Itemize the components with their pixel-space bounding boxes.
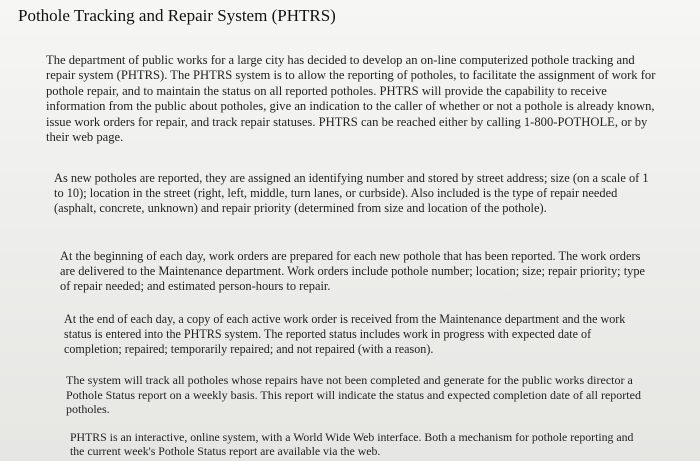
document-title: Pothole Tracking and Repair System (PHTRS) <box>18 6 336 25</box>
paragraph-work-status: At the end of each day, a copy of each active work order is received from the Maintenance department and the work status is entered into the PHTRS system. The reported status includes work in progress with expected date of completion; repaired; temporarily repaired; and not repaired (with a reason). <box>64 312 626 356</box>
paragraph-status-report: The system will track all potholes whose repairs have not been completed and generate for the public works director a Pothole Status report on a weekly basis. This report will indicate the status and expected completion date of all reported potholes. <box>66 373 641 417</box>
paragraph-web-interface: PHTRS is an interactive, online system, with a World Wide Web interface. Both a mechanism for pothole reporting and the current week's Pothole Status report are available via the web. <box>70 430 634 459</box>
paragraph-work-orders: At the beginning of each day, work orders are prepared for each new pothole that has been reported. The work orders are delivered to the Maintenance department. Work orders include pothole number; location; size; repair priority; type of repair needed; and estimated person-hours to repair. <box>60 249 646 294</box>
paragraph-pothole-attributes: As new potholes are reported, they are assigned an identifying number and stored by street address; size (on a scale of 1 to 10); location in the street (right, left, middle, turn lanes, or curbside). Also included is the type of repair needed (asphalt, concrete, unknown) and repair priority (determined from size and location of the pothole). <box>54 171 649 216</box>
paragraph-overview: The department of public works for a large city has decided to develop an on-line computerized pothole tracking and repair system (PHTRS). The PHTRS system is to allow the reporting of potholes, to facilitate the assignment of work for pothole repair, and to maintain the status on all reported potholes. PHTRS will provide the capability to receive information from the public about potholes, give an indication to the caller of whether or not a pothole is already known, issue work orders for repair, and track repair statuses. PHTRS can be reached either by calling 1-800-POTHOLE, or by their web page. <box>46 53 656 145</box>
